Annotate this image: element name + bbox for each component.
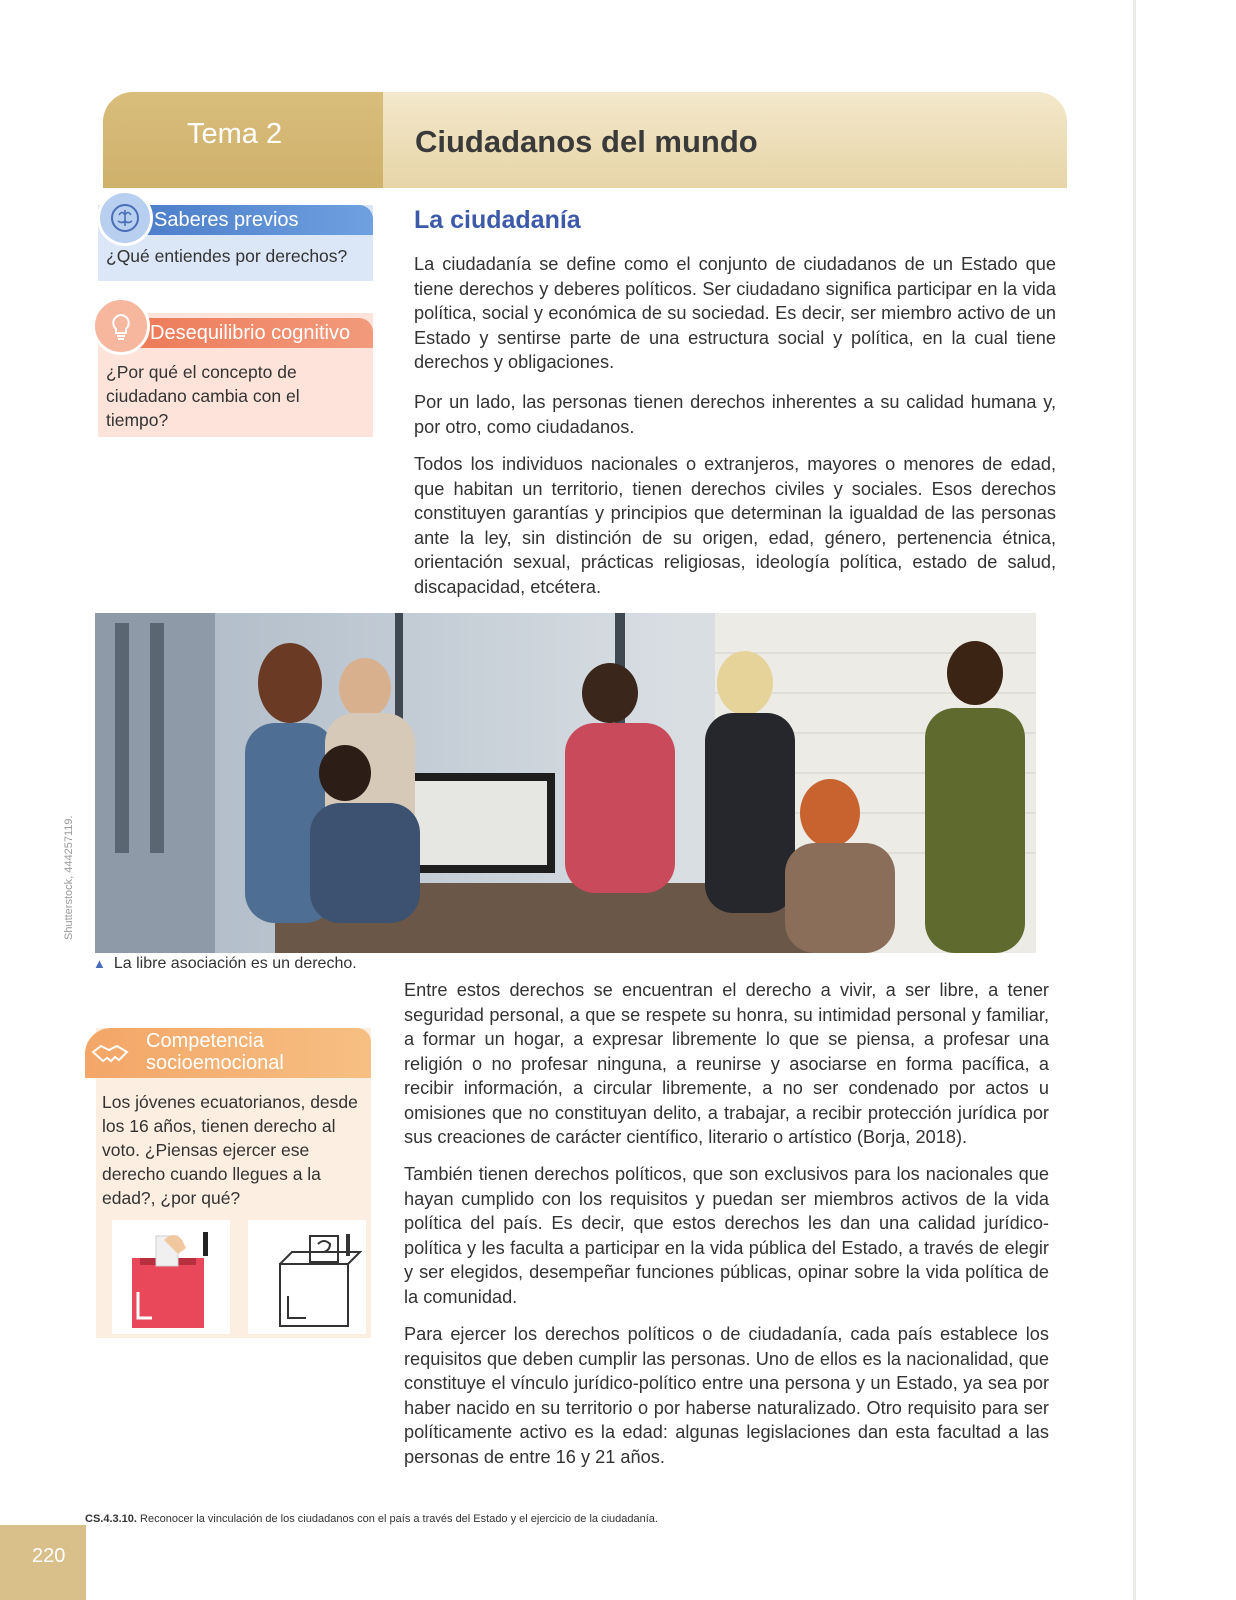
lightbulb-icon — [92, 297, 150, 355]
paragraph-6: Para ejercer los derechos políticos o de ciudadanía, cada país establece los requisitos que deben cumplir las personas. Uno de ellos es la nacionalidad, que constituye el vínculo jurídico-político entre una persona y un Estado, ya sea por haber nacido en su territorio o por haberse naturalizado. Otro requisito para ser políticamente activo es la edad: algunas legislaciones dan esta facultad a las personas de entre 16 y 21 años. — [404, 1324, 1049, 1467]
objective-code: CS.4.3.10. — [85, 1513, 137, 1525]
paragraph-4: Entre estos derechos se encuentran el derecho a vivir, a ser libre, a tener seguridad personal, a que se respete su honra, su intimidad personal y familiar, a formar un hogar, a expresar libremente lo que se piensa, a profesar una religión o no profesar ninguna, a reunirse y asociarse en forma pacífica, a recibir información, a circular libremente, a no ser condenado por actos u omisiones que no constituyan delito, a trabajar, a recibir protección jurídica por sus creaciones de carácter científico, literario o artístico (Borja, 2018). — [404, 980, 1049, 1147]
ballot-box-outline-icon — [248, 1220, 366, 1334]
paragraph-1: La ciudadanía se define como el conjunto de ciudadanos de un Estado que tiene derechos y deberes políticos. Ser ciudadano significa participar en la vida política, social y económica de su sociedad. Es decir, ser miembro activo de un Estado y sentirse parte de una estructura social y política, en la cual tiene derechos y obligaciones. — [414, 254, 1056, 372]
competencia-title-line2: socioemocional — [146, 1052, 284, 1074]
photo-credit: Shutterstock, 444257119. — [63, 815, 75, 940]
competencia-text: Los jóvenes ecuatorianos, desde los 16 años, tienen derecho al voto. ¿Piensas ejercer ese derecho cuando llegues a la edad?, ¿por qué? — [102, 1092, 358, 1208]
brain-icon — [97, 190, 153, 246]
competencia-title — [146, 1030, 284, 1074]
photo-caption — [93, 955, 357, 973]
saberes-text: ¿Qué entiendes por derechos? — [106, 246, 348, 266]
desequilibrio-title: Desequilibrio cognitivo — [150, 322, 351, 344]
chapter-header — [103, 92, 1067, 188]
saberes-title: Saberes previos — [154, 209, 299, 231]
group-photo — [95, 613, 1036, 953]
page-title: Ciudadanos del mundo — [415, 124, 758, 159]
competencia-title-line1: Competencia — [146, 1030, 264, 1052]
paragraph-5: También tienen derechos políticos, que son exclusivos para los nacionales que hayan cumplido con los requisitos y puedan ser miembros activos de la vida política del país. Es decir, que estos derechos les dan una calidad jurídico-política y les faculta a participar en la vida pública del Estado, a través de elegir y ser elegidos, desempeñar funciones públicas, opinar sobre la vida política de la comunidad. — [404, 1164, 1049, 1307]
tema-label: Tema 2 — [187, 118, 283, 150]
curriculum-objective — [85, 1513, 658, 1525]
page-number: 220 — [32, 1545, 66, 1567]
desequilibrio-text: ¿Por qué el concepto de ciudadano cambia con el tiempo? — [106, 362, 300, 430]
section-heading: La ciudadanía — [414, 206, 581, 234]
objective-text: Reconocer la vinculación de los ciudadanos con el país a través del Estado y el ejercicio de la ciudadanía. — [140, 1513, 658, 1525]
handshake-icon — [88, 1034, 132, 1074]
saberes-title-bar — [128, 205, 373, 235]
page-edge — [1133, 0, 1136, 1600]
paragraph-3: Todos los individuos nacionales o extranjeros, mayores o menores de edad, que habitan un territorio, tienen derechos civiles y sociales. Esos derechos constituyen garantías y principios que determinan la igualdad de las personas ante la ley, sin distinción de su origen, edad, género, pertenencia étnica, orientación sexual, prácticas religiosas, ideología política, estado de salud, discapacidad, etcétera. — [414, 454, 1056, 597]
caption-marker: ▲ — [93, 956, 106, 971]
ballot-box-icon — [112, 1220, 230, 1334]
paragraph-2: Por un lado, las personas tienen derechos inherentes a su calidad humana y, por otro, como ciudadanos. — [414, 392, 1056, 437]
caption-text: La libre asociación es un derecho. — [113, 955, 357, 972]
desequilibrio-title-bar — [128, 318, 373, 348]
tema-block — [103, 92, 383, 188]
